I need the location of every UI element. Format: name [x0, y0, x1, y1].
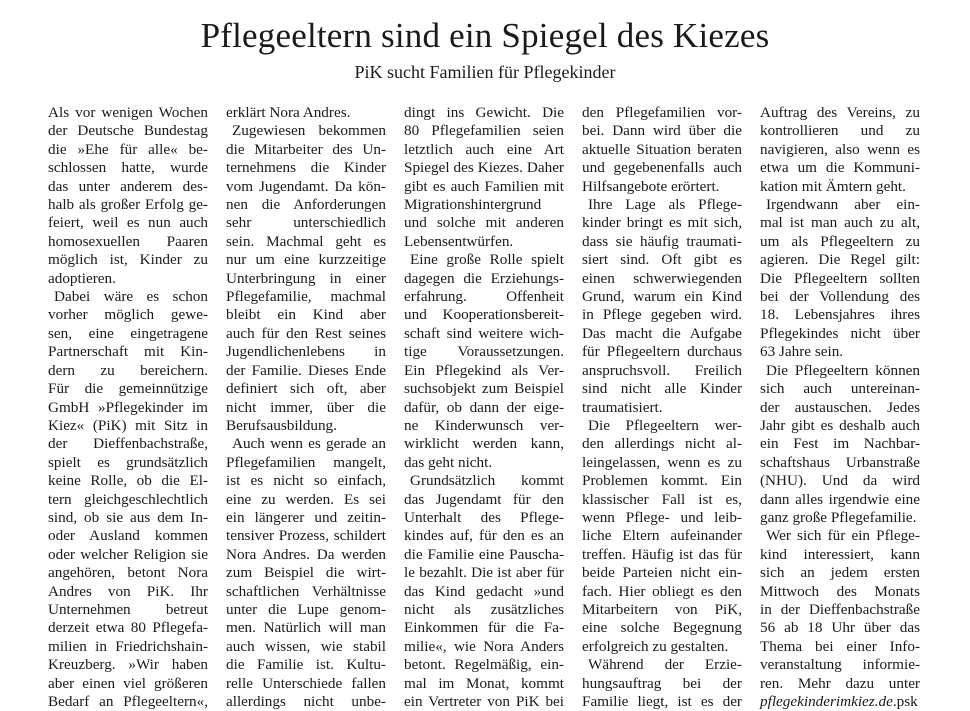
text-line: eine zu werden. Es sei: [226, 490, 386, 508]
text-line: Mittwoch des Monats: [760, 582, 920, 600]
text-line: 18. Lebensjahres ihres: [760, 306, 920, 324]
text-line: die Familie eine Pauscha-: [404, 545, 564, 563]
text-line: das Kind gedacht »und: [404, 582, 564, 600]
text-line: relle Unterschiede fallen: [226, 674, 386, 692]
text-line: Andres von PiK. Ihr: [48, 582, 208, 600]
text-line: das Jugendamt für den: [404, 490, 564, 508]
text-line: zum Beispiel die wirt-: [226, 564, 386, 582]
text-line: anspruchsvoll. Freilich: [582, 361, 742, 379]
text-line: und gegebenenfalls auch: [582, 159, 742, 177]
text-line: 63 Jahre sein.: [760, 343, 844, 361]
text-line: betont. Regelmäßig, ein-: [404, 656, 564, 674]
text-line: letztlich auch eine Art: [404, 140, 564, 158]
text-line: mal im Monat, kommt: [404, 674, 564, 692]
text-line: Migrationshintergrund: [404, 196, 542, 214]
text-line: bleibt ein Kind aber: [226, 306, 386, 324]
text-line: etwa um die Kommuni-: [760, 159, 920, 177]
text-line: sen, eine eingetragene: [48, 324, 208, 342]
text-line: Als vor wenigen Wochen: [48, 104, 208, 121]
text-line: dass sie häufig traumati-: [582, 232, 742, 250]
text-line: erklärt Nora Andres.: [226, 104, 351, 121]
text-line: die »Ehe für alle« be-: [48, 140, 208, 158]
text-line: kind interessiert, kann: [760, 545, 920, 563]
text-line: nicht als zusätzliches: [404, 600, 564, 618]
text-line: Jahr gibt es deshalb auch: [760, 416, 920, 434]
text-line: hungsauftrag bei der: [582, 674, 742, 692]
text-line: tensiver Prozess, schildert: [226, 527, 386, 545]
text-line: dann alles irgendwie eine: [760, 490, 920, 508]
text-line: ein längerer und zeitin-: [226, 508, 386, 526]
text-line: Irgendwann aber ein-: [766, 196, 920, 214]
article-column-5: [760, 104, 920, 711]
text-line: eine solche Begegnung: [582, 619, 742, 637]
text-line: Jugendlichenlebens in: [226, 343, 386, 361]
text-line: um als Pflegeeltern zu: [760, 232, 920, 250]
text-line: veranstaltung informie-: [760, 656, 920, 674]
text-line: halb als großer Erfolg ge-: [48, 196, 208, 214]
text-line: sind nicht alle Kinder: [582, 380, 742, 398]
text-line: der Familie. Dieses Ende: [226, 361, 386, 379]
text-line: dern zu bereichern.: [48, 361, 208, 379]
text-line: in Pflege gegeben wird.: [582, 306, 742, 324]
text-line: ist es nicht so einfach,: [226, 472, 386, 490]
closing-line: [760, 693, 920, 711]
text-line: Bedarf an Pflegeeltern«,: [48, 693, 208, 710]
text-line: Mitarbeitern von PiK,: [582, 600, 742, 618]
text-line: sich an jedem ersten: [760, 564, 920, 582]
text-line: siert sind. Oft gibt es: [582, 251, 742, 269]
text-line: bei der Vollendung des: [760, 288, 920, 306]
text-line: beide Parteien nicht ein-: [582, 564, 742, 582]
text-line: Eine große Rolle spielt: [410, 251, 564, 269]
text-line: GmbH »Pflegekinder im: [48, 398, 208, 416]
text-line: ein Fest im Nachbar-: [760, 435, 920, 453]
text-line: sind, ob sie aus dem In-: [48, 508, 208, 526]
text-line: Grund, warum ein Kind: [582, 288, 742, 306]
text-line: Einkommen für die Fa-: [404, 619, 564, 637]
text-line: homosexuellen Paaren: [48, 232, 208, 250]
text-line: 80 Pflegefamilien seien: [404, 122, 564, 140]
author-tag: .psk: [892, 693, 918, 710]
text-line: sein. Machmal geht es: [226, 232, 386, 250]
text-line: Pflegekindes nicht über: [760, 324, 920, 342]
text-line: ein Vertreter von PiK bei: [404, 693, 564, 710]
text-line: Die Pflegeeltern wer-: [588, 416, 742, 434]
text-line: wenn Pflege- und leib-: [582, 508, 742, 526]
text-line: und solche mit anderen: [404, 214, 564, 232]
text-line: wirklicht werden kann,: [404, 435, 564, 453]
text-line: derzeit etwa 80 Pflegefa-: [48, 619, 208, 637]
text-line: milien in Friedrichshain-: [48, 637, 208, 655]
text-line: Ihre Lage als Pflege-: [588, 196, 742, 214]
text-line: unter die Lupe genom-: [226, 600, 386, 618]
text-line: (NHU). Und da wird: [760, 472, 920, 490]
text-line: milie«, wie Nora Anders: [404, 637, 564, 655]
text-line: treffen. Häufig ist das für: [582, 545, 742, 563]
text-line: klassischer Fall ist es,: [582, 490, 742, 508]
text-line: kontrollieren und zu: [760, 122, 920, 140]
text-line: der Deutsche Bundestag: [48, 122, 208, 140]
text-line: möglich ist, Kinder zu: [48, 251, 208, 269]
text-line: fach. Hier obliegt es den: [582, 582, 742, 600]
text-line: oder Ausland kommen: [48, 527, 208, 545]
text-line: schaftlichen Verhältnisse: [226, 582, 386, 600]
text-line: das unter anderem des-: [48, 177, 208, 195]
text-line: vom Jugendamt. Da kön-: [226, 177, 386, 195]
text-line: Pflegefamilien mangelt,: [226, 453, 386, 471]
subheadline: PiK sucht Familien für Pflegekinder: [354, 62, 616, 82]
text-line: agieren. Die Regel gilt:: [760, 251, 920, 269]
text-line: aber einen viel größeren: [48, 674, 208, 692]
text-line: suchsobjekt zum Beispiel: [404, 380, 564, 398]
text-line: kinder bringt es mit sich,: [582, 214, 742, 232]
text-line: nur um eine kurzzeitige: [226, 251, 386, 269]
text-line: tige Voraussetzungen.: [404, 343, 564, 361]
text-line: in der Dieffenbachstraße: [760, 600, 920, 618]
text-line: definiert sich oft, aber: [226, 380, 386, 398]
text-line: dagegen die Erziehungs-: [404, 269, 564, 287]
text-line: traumatisiert.: [582, 398, 663, 416]
article-column-3: [404, 104, 564, 711]
text-line: gibt es auch Familien mit: [404, 177, 564, 195]
text-line: angehören, betont Nora: [48, 564, 208, 582]
text-line: Thema bei einer Info-: [760, 637, 920, 655]
text-line: Die Pflegeeltern können: [766, 361, 920, 379]
text-line: Für die gemeinnützige: [48, 380, 208, 398]
text-line: Auftrag des Vereins, zu: [760, 104, 920, 121]
text-line: das geht nicht.: [404, 453, 493, 471]
text-line: der austauschen. Jedes: [760, 398, 920, 416]
text-line: Berufsausbildung.: [226, 416, 337, 434]
text-line: schaft sind weitere wich-: [404, 324, 564, 342]
text-line: ren. Mehr dazu unter: [760, 674, 920, 692]
text-line: Partnerschaft mit Kin-: [48, 343, 208, 361]
text-line: aktuelle Situation beraten: [582, 140, 742, 158]
text-line: nen die Anforderungen: [226, 196, 386, 214]
text-line: der Dieffenbachstraße,: [48, 435, 208, 453]
text-line: den Pflegefamilien vor-: [582, 104, 742, 121]
text-line: leingelassen, wenn es zu: [582, 453, 742, 471]
text-line: einen schwerwiegenden: [582, 269, 742, 287]
article-column-1: [48, 104, 208, 711]
text-line: die Familie ist. Kultu-: [226, 656, 386, 674]
text-line: kindes auf, für den es an: [404, 527, 564, 545]
text-line: Kreuzberg. »Wir haben: [48, 656, 208, 674]
text-line: Grundsätzlich kommt: [410, 472, 564, 490]
text-line: Kiez« (PiK) mit Sitz in: [48, 416, 208, 434]
text-line: Auch wenn es gerade an: [232, 435, 386, 453]
text-line: keine Rolle, ob die El-: [48, 472, 208, 490]
text-line: Problemen kommt. Ein: [582, 472, 742, 490]
text-line: kation mit Ämtern geht.: [760, 177, 906, 195]
text-line: ganz große Pflegefamilie.: [760, 508, 917, 526]
text-line: Hilfsangebote erörtert.: [582, 177, 720, 195]
text-line: dafür, ob dann der eige-: [404, 398, 564, 416]
text-line: dingt ins Gewicht. Die: [404, 104, 564, 121]
text-line: liche Eltern aufeinander: [582, 527, 742, 545]
text-line: Unterbringung in einer: [226, 269, 386, 287]
text-line: le bezahlt. Die ist aber für: [404, 564, 564, 582]
text-line: ternehmens die Kinder: [226, 159, 386, 177]
text-line: Dabei wäre es schon: [54, 288, 208, 306]
web-link[interactable]: pflegekinderimkiez.de: [760, 693, 893, 710]
text-line: Familie liegt, ist es der: [582, 693, 742, 710]
text-line: men. Natürlich will man: [226, 619, 386, 637]
text-line: und Kooperationsbereit-: [404, 306, 564, 324]
text-line: erfahrung. Offenheit: [404, 288, 564, 306]
text-line: Pflegefamilie, machmal: [226, 288, 386, 306]
text-line: Nora Andres. Da werden: [226, 545, 386, 563]
text-line: feiert, weil es nun auch: [48, 214, 208, 232]
text-line: auch wissen, wie stabil: [226, 637, 386, 655]
text-line: schaftshaus Urbanstraße: [760, 453, 920, 471]
text-line: bei. Dann wird über die: [582, 122, 742, 140]
article-column-2: [226, 104, 386, 711]
text-line: auch für den Rest seines: [226, 324, 386, 342]
text-line: Das macht die Aufgabe: [582, 324, 742, 342]
text-line: oder welcher Religion sie: [48, 545, 208, 563]
text-line: ne Kinderwunsch ver-: [404, 416, 564, 434]
text-line: sich auch untereinan-: [760, 380, 920, 398]
text-line: den allerdings nicht al-: [582, 435, 742, 453]
text-line: tern gleichgeschlechtlich: [48, 490, 208, 508]
text-line: erfolgreich zu gestalten.: [582, 637, 729, 655]
text-line: die Mitarbeiter des Un-: [226, 140, 386, 158]
article-column-4: [582, 104, 742, 711]
text-line: Wer sich für ein Pflege-: [766, 527, 920, 545]
text-line: schlossen hatte, wurde: [48, 159, 208, 177]
text-line: Die Pflegeeltern sollten: [760, 269, 920, 287]
text-line: adoptieren.: [48, 269, 116, 287]
text-line: Unterhalt des Pflege-: [404, 508, 564, 526]
text-line: vorher möglich gewe-: [48, 306, 208, 324]
text-line: Ein Pflegekind als Ver-: [404, 361, 564, 379]
text-line: nicht immer, über die: [226, 398, 386, 416]
text-line: navigieren, also wenn es: [760, 140, 920, 158]
text-line: Spiegel des Kiezes. Daher: [404, 159, 564, 177]
text-line: 56 ab 18 Uhr über das: [760, 619, 920, 637]
text-line: Unternehmen betreut: [48, 600, 208, 618]
text-line: sehr unterschiedlich: [226, 214, 386, 232]
text-line: spielt es grundsätzlich: [48, 453, 208, 471]
text-line: Lebensentwürfen.: [404, 232, 514, 250]
headline: Pflegeeltern sind ein Spiegel des Kiezes: [200, 16, 770, 55]
text-line: Während der Erzie-: [588, 656, 742, 674]
text-line: Zugewiesen bekommen: [232, 122, 386, 140]
text-line: mal ist man auch zu alt,: [760, 214, 920, 232]
text-line: allerdings nicht unbe-: [226, 693, 386, 710]
text-line: für Pflegeeltern durchaus: [582, 343, 742, 361]
